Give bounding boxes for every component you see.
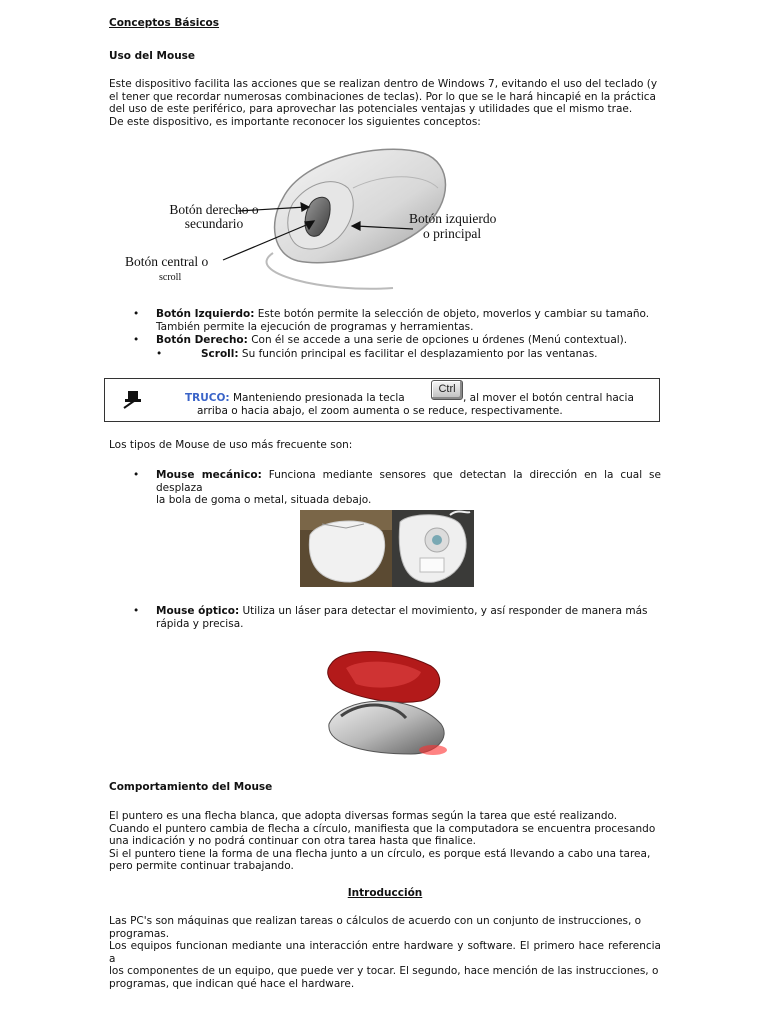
label-line: secundario (184, 216, 244, 231)
section-title-uso-del-mouse: Uso del Mouse (109, 50, 196, 62)
label-center-button (125, 255, 245, 285)
paragraph-line: el tener que recordar numerosas combinaciones de teclas). Por lo que se le hará hincapié en la práctica (109, 90, 656, 103)
intro-paragraph (109, 78, 661, 128)
mechanical-mouse-photo (300, 510, 474, 587)
optical-mouse-photo (321, 646, 457, 762)
section-title-comportamiento: Comportamiento del Mouse (109, 781, 273, 793)
document-heading: Conceptos Básicos (109, 17, 220, 29)
paragraph-line: una indicación y no podrá continuar con otra tarea hasta que finalice. (109, 835, 477, 847)
label-line: Botón derecho o (169, 202, 259, 217)
bullet-content (156, 605, 661, 630)
label-line: scroll (159, 272, 182, 283)
bullet-term: Mouse mecánico: (156, 469, 262, 481)
bullet-line: la bola de goma o metal, situada debajo. (156, 494, 372, 506)
bullet-icon: • (133, 469, 140, 481)
label-right-button (144, 203, 284, 231)
label-left-button (409, 211, 529, 241)
label-line: Botón central o (125, 254, 209, 269)
bullet-term: Botón Derecho: (156, 334, 248, 346)
bullet-line: Este botón permite la selección de objeto, moverlos y cambiar su tamaño. (257, 308, 650, 320)
bullet-content (201, 348, 661, 361)
bullet-term: Mouse óptico: (156, 605, 240, 617)
tip-label: TRUCO: (185, 392, 230, 404)
tip-line-1 (185, 392, 405, 405)
tip-box (104, 378, 660, 422)
section-title-introduccion-wrap (109, 887, 661, 900)
comportamiento-paragraph (109, 810, 661, 873)
paragraph-line: Cuando el puntero cambia de flecha a círculo, manifiesta que la computadora se encuentra procesando (109, 822, 656, 835)
bullet-content (156, 308, 661, 333)
label-line: o principal (423, 226, 482, 241)
paragraph-line: programas, que indican qué hace el hardware. (109, 977, 355, 990)
mouse-diagram (123, 143, 543, 293)
paragraph-line: los componentes de un equipo, que puede ver y tocar. El segundo, hace mención de las instrucciones, o (109, 965, 659, 977)
paragraph-line: Si el puntero tiene la forma de una flecha junto a un círculo, es porque está llevando a cabo una tarea, (109, 847, 651, 860)
bullet-line: También permite la ejecución de programas y herramientas. (156, 320, 474, 333)
tip-text: , al mover el botón central hacia (463, 392, 634, 404)
bullet-line: Utiliza un láser para detectar el movimiento, y así responder de manera más (242, 605, 648, 617)
bullet-icon: • (133, 334, 140, 346)
section-title-introduccion: Introducción (347, 887, 423, 899)
paragraph-line: pero permite continuar trabajando. (109, 860, 294, 872)
bullet-term: Scroll: (201, 348, 239, 360)
paragraph-line: De este dispositivo, es importante reconocer los siguientes conceptos: (109, 115, 481, 128)
paragraph-line: Los equipos funcionan mediante una interacción entre hardware y software. El primero hace referencia a (109, 940, 661, 965)
bullet-line: Funciona mediante sensores que detectan la dirección en la cual se desplaza (156, 469, 661, 494)
label-line: Botón izquierdo (409, 211, 497, 226)
ctrl-key-icon: Ctrl (431, 380, 463, 400)
paragraph-line: Las PC's son máquinas que realizan tareas o cálculos de acuerdo con un conjunto de instrucciones, o (109, 915, 642, 927)
bullet-line: Su función principal es facilitar el desplazamiento por las ventanas. (241, 348, 598, 360)
bullet-icon: • (156, 348, 163, 360)
magic-hat-icon (122, 388, 144, 410)
bullet-line: Con él se accede a una serie de opciones u órdenes (Menú contextual). (251, 334, 628, 346)
bullet-icon: • (133, 605, 140, 617)
bullet-icon: • (133, 308, 140, 320)
bullet-content (156, 469, 661, 507)
types-intro: Los tipos de Mouse de uso más frecuente son: (109, 439, 353, 451)
bullet-line: rápida y precisa. (156, 617, 244, 630)
tip-text: Manteniendo presionada la tecla (232, 392, 405, 404)
introduccion-paragraph (109, 915, 661, 990)
bullet-term: Botón Izquierdo: (156, 308, 255, 320)
paragraph-line: El puntero es una flecha blanca, que adopta diversas formas según la tarea que esté realizando. (109, 810, 618, 822)
paragraph-line: Este dispositivo facilita las acciones que se realizan dentro de Windows 7, evitando el uso del teclado (y (109, 78, 658, 90)
paragraph-line: programas. (109, 927, 170, 940)
bullet-content (156, 334, 661, 347)
tip-line-2: arriba o hacia abajo, el zoom aumenta o se reduce, respectivamente. (197, 405, 563, 417)
paragraph-line: del uso de este periférico, para aprovechar las potenciales ventajas y utilidades que el mismo trae. (109, 103, 633, 115)
